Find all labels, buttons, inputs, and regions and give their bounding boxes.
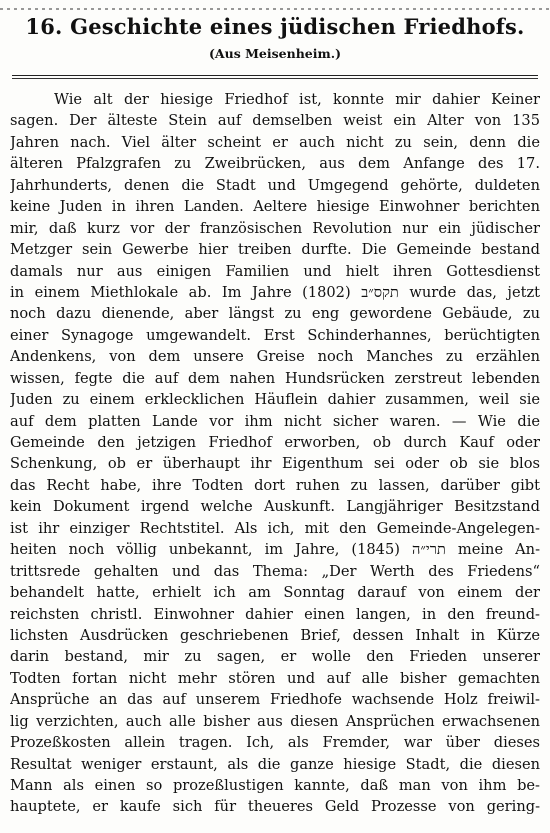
body-line: heiten noch völlig unbekannt, im Jahre, תרי״ה (1845) meine An- xyxy=(10,541,540,559)
body-line: einer Synagoge umgewandelt. Erst Schinderhannes, berüchtigten xyxy=(10,326,540,344)
body-line: darin bestand, mir zu sagen, er wolle den Frieden unserer xyxy=(10,648,540,666)
body-line: hauptete, er kaufe sich für theueres Geld Prozesse von gering- xyxy=(10,798,540,816)
article-body xyxy=(10,89,540,818)
body-line: keine Juden in ihren Landen. Aeltere hiesige Einwohner berichten xyxy=(10,198,540,216)
body-line: mir, daß kurz vor der französischen Revolution nur ein jüdischer xyxy=(10,219,540,237)
body-line: Prozeßkosten allein tragen. Ich, als Fremder, war über dieses xyxy=(10,734,540,752)
body-line: auf dem platten Lande vor ihm nicht sicher waren. — Wie die xyxy=(10,412,540,430)
title-divider xyxy=(12,75,538,76)
body-line: Schenkung, ob er überhaupt ihr Eigenthum sei oder ob sie blos xyxy=(10,455,540,473)
body-line: Todten fortan nicht mehr stören und auf alle bisher gemachten xyxy=(10,669,540,687)
body-line: damals nur aus einigen Familien und hielt ihren Gottesdienst xyxy=(10,262,540,280)
body-line: Juden zu einem erklecklichen Häuflein dahier zusammen, weil sie xyxy=(10,391,540,409)
body-line: wissen, fegte die auf dem nahen Hundsrücken zerstreut lebenden xyxy=(10,369,540,387)
body-line: sagen. Der älteste Stein auf demselben weist ein Alter von 135 xyxy=(10,112,540,130)
body-line: Resultat weniger erstaunt, als die ganze hiesige Stadt, die diesen xyxy=(10,755,540,773)
article-subtitle: (Aus Meisenheim.) xyxy=(209,46,341,61)
body-line: Mann als einen so prozeßlustigen kannte, daß man von ihm be- xyxy=(10,777,540,794)
body-line: Jahrhunderts, denen die Stadt und Umgegend gehörte, duldeten xyxy=(10,176,540,194)
top-rule-ornament xyxy=(0,0,550,8)
body-line: Gemeinde den jetzigen Friedhof erworben, ob durch Kauf oder xyxy=(10,434,540,451)
article-title: 16. Geschichte eines jüdischen Friedhofs. xyxy=(25,14,525,39)
body-line: lig verzichten, auch alle bisher aus diesen Ansprüchen erwachsenen xyxy=(10,712,540,730)
body-line: Andenkens, von dem unsere Greise noch Manches zu erzählen xyxy=(10,348,540,366)
body-line: lichsten Ausdrücken geschriebenen Brief, dessen Inhalt in Kürze xyxy=(10,626,540,644)
body-line: trittsrede gehalten und das Thema: „Der Werth des Friedens“ xyxy=(10,562,540,580)
body-line: ist ihr einziger Rechtstitel. Als ich, mit den Gemeinde-Angelegen- xyxy=(10,519,540,537)
body-line: in einem Miethlokale ab. Im Jahre תקס״ב (1802) wurde das, jetzt xyxy=(10,283,540,301)
body-line: behandelt hatte, erhielt ich am Sonntag darauf von einem der xyxy=(10,584,540,602)
title-divider-second xyxy=(12,78,538,79)
body-line: reichsten christl. Einwohner dahier einen langen, in den freund- xyxy=(10,605,540,623)
body-line: Ansprüche an das auf unserem Friedhofe wachsende Holz freiwil- xyxy=(10,691,540,709)
body-line: das Recht habe, ihre Todten dort ruhen zu lassen, darüber gibt xyxy=(10,476,540,494)
body-line: noch dazu dienende, aber längst zu eng gewordene Gebäude, zu xyxy=(10,305,540,323)
body-line: Jahren nach. Viel älter scheint er auch nicht zu sein, denn die xyxy=(10,133,540,151)
body-line: Wie alt der hiesige Friedhof ist, konnte mir dahier Keiner xyxy=(54,91,540,108)
body-line: kein Dokument irgend welche Auskunft. Langjähriger Besitzstand xyxy=(10,498,540,516)
body-line: älteren Pfalzgrafen zu Zweibrücken, aus dem Anfange des 17. xyxy=(10,155,540,173)
body-line: Metzger sein Gewerbe hier treiben durfte. Die Gemeinde bestand xyxy=(10,241,540,259)
